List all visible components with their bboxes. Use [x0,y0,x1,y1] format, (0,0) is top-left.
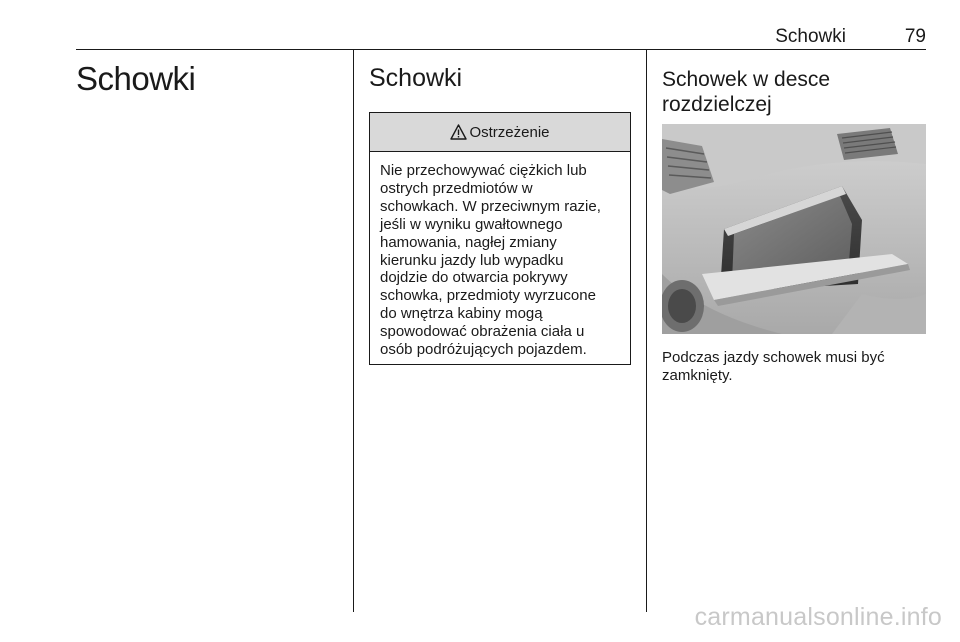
warning-header [370,113,630,152]
warning-line: hamowania, nagłej zmiany [380,233,557,251]
glovebox-title-line: Schowek w desce [662,68,831,91]
glovebox-photo [662,124,926,334]
warning-line: schowkach. W przeciwnym razie, [380,197,601,215]
warning-line: Nie przechowywać ciężkich lub [380,162,587,179]
header-rule [76,49,926,50]
column-divider-2 [646,50,647,612]
caption-line: zamknięty. [662,367,733,384]
warning-line: osób podróżujących pojazdem. [380,341,587,359]
glovebox-caption [662,349,926,385]
warning-text [370,152,630,359]
page-number: 79 [904,26,926,47]
warning-line: schowka, przedmioty wyrzucone [380,287,596,305]
section-title: Schowki [369,64,463,92]
warning-line: kierunku jazdy lub wypadku [380,251,564,269]
caption-line: Podczas jazdy schowek musi być [662,349,885,366]
warning-triangle-icon [450,124,467,140]
glovebox-title [662,67,932,117]
warning-line: dojdzie do otwarcia pokrywy [380,269,568,287]
column-divider-1 [353,50,354,612]
running-head-title: Schowki [775,26,846,47]
warning-box [369,112,631,365]
warning-line: jeśli w wyniku gwałtownego [380,215,563,233]
warning-line: spowodować obrażenia ciała u [380,323,585,341]
watermark: carmanualsonline.info [694,603,942,631]
warning-line: ostrych przedmiotów w [380,179,533,197]
glovebox-illustration [662,124,926,334]
chapter-title: Schowki [76,60,196,97]
warning-label: Ostrzeżenie [469,123,550,141]
glovebox-title-line: rozdzielczej [662,93,772,116]
warning-line: do wnętrza kabiny mogą [380,305,543,323]
